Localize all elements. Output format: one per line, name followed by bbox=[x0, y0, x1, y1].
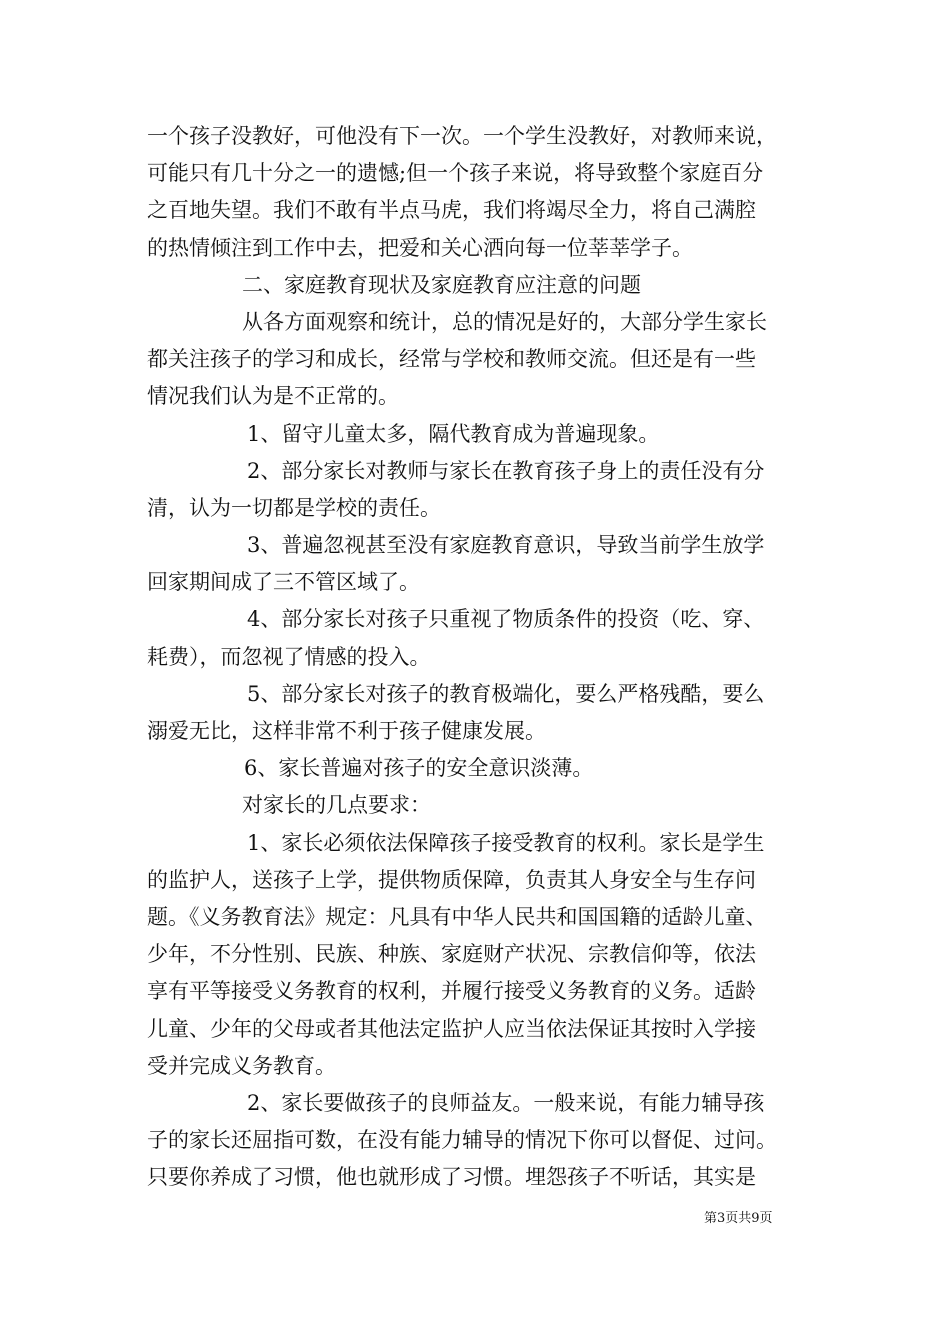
text-line: 题。《义务教育法》规定：凡具有中华人民共和国国籍的适龄儿童、 bbox=[147, 904, 767, 929]
page-number: 第3页共9页 bbox=[704, 1211, 773, 1226]
section-heading: 二、家庭教育现状及家庭教育应注意的问题 bbox=[242, 272, 641, 297]
text-line: 享有平等接受义务教育的权利，并履行接受义务教育的义务。适龄 bbox=[147, 979, 756, 1004]
text-line: 受并完成义务教育。 bbox=[147, 1053, 336, 1078]
text-line: 的监护人，送孩子上学，提供物质保障，负责其人身安全与生存问 bbox=[147, 867, 756, 892]
body-text bbox=[147, 118, 813, 1196]
list-item: 4、部分家长对孩子只重视了物质条件的投资（吃、穿、 bbox=[247, 607, 765, 632]
list-item: 6、家长普遍对孩子的安全意识淡薄。 bbox=[244, 756, 594, 781]
text-line: 情况我们认为是不正常的。 bbox=[147, 384, 399, 409]
list-item: 1、留守儿童太多，隔代教育成为普遍现象。 bbox=[247, 421, 660, 446]
text-line: 一个孩子没教好，可他没有下一次。一个学生没教好，对教师来说， bbox=[147, 124, 777, 148]
text-line: 可能只有几十分之一的遗憾;但一个孩子来说，将导致整个家庭百分 bbox=[147, 161, 764, 186]
text-line: 溺爱无比，这样非常不利于孩子健康发展。 bbox=[147, 719, 546, 743]
text-line: 耗费），而忽视了情感的投入。 bbox=[147, 644, 431, 669]
paragraph-start: 从各方面观察和统计，总的情况是好的，大部分学生家长 bbox=[242, 309, 767, 334]
text-line: 只要你养成了习惯，他也就形成了习惯。埋怨孩子不听话，其实是 bbox=[147, 1165, 756, 1190]
list-item: 3、普遍忽视甚至没有家庭教育意识，导致当前学生放学 bbox=[247, 533, 765, 558]
list-item: 2、家长要做孩子的良师益友。一般来说，有能力辅导孩 bbox=[247, 1090, 765, 1115]
text-line: 的热情倾注到工作中去，把爱和关心洒向每一位莘莘学子。 bbox=[147, 235, 693, 260]
text-line: 都关注孩子的学习和成长，经常与学校和教师交流。但还是有一些 bbox=[147, 347, 756, 372]
text-line: 清，认为一切都是学校的责任。 bbox=[147, 495, 441, 520]
text-line: 之百地失望。我们不敢有半点马虎，我们将竭尽全力，将自己满腔 bbox=[147, 198, 756, 223]
text-line: 子的家长还屈指可数，在没有能力辅导的情况下你可以督促、过问。 bbox=[147, 1128, 777, 1153]
text-line: 回家期间成了三不管区域了。 bbox=[147, 570, 420, 595]
text-line: 少年，不分性别、民族、种族、家庭财产状况、宗教信仰等，依法 bbox=[147, 942, 756, 967]
subsection-heading: 对家长的几点要求： bbox=[242, 793, 431, 818]
text-line: 儿童、少年的父母或者其他法定监护人应当依法保证其按时入学接 bbox=[147, 1016, 756, 1041]
list-item: 1、家长必须依法保障孩子接受教育的权利。家长是学生 bbox=[247, 830, 765, 855]
list-item: 2、部分家长对教师与家长在教育孩子身上的责任没有分 bbox=[247, 458, 765, 483]
list-item: 5、部分家长对孩子的教育极端化，要么严格残酷，要么 bbox=[247, 681, 765, 706]
